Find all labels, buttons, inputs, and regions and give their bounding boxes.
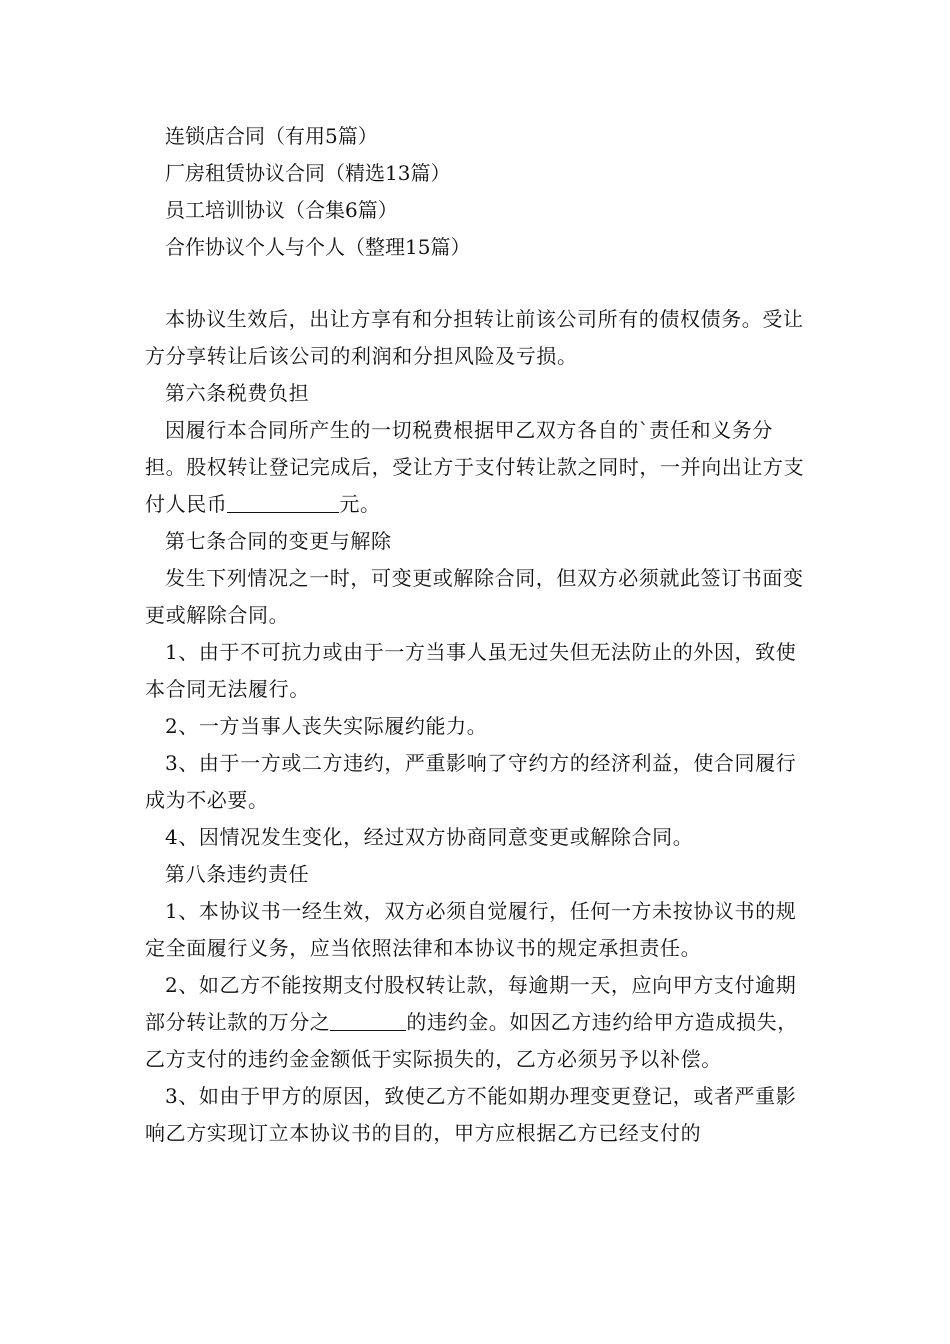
list-item: 2、一方当事人丧失实际履约能力。 xyxy=(165,714,488,738)
paragraph-text: 因履行本合同所产生的一切税费根据甲乙双方各自的`责任和义务分担。股权转让登记完成后，受让方于支付转让款之同时，一并向出让方支付人民币 xyxy=(145,418,805,516)
paragraph-text: 2、如乙方不能按期支付股权转让款，每逾期一天，应向甲方支付逾期部分转让款的万分之 xyxy=(145,973,797,1034)
list-item: 1、本协议书一经生效，双方必须自觉履行，任何一方未按协议书的规定全面履行义务，应当依照法律和本协议书的规定承担责任。 xyxy=(145,899,797,960)
article-title: 第八条违约责任 xyxy=(165,862,310,886)
related-link[interactable]: 连锁店合同（有用5篇） xyxy=(165,124,378,148)
list-item: 3、由于一方或二方违约，严重影响了守约方的经济利益，使合同履行成为不必要。 xyxy=(145,751,797,812)
related-link[interactable]: 厂房租赁协议合同（精选13篇） xyxy=(165,161,451,185)
related-link[interactable]: 员工培训协议（合集6篇） xyxy=(165,198,398,222)
article-title: 第六条税费负担 xyxy=(165,381,310,405)
article-title: 第七条合同的变更与解除 xyxy=(165,529,392,553)
paragraph: 发生下列情况之一时，可变更或解除合同，但双方必须就此签订书面变更或解除合同。 xyxy=(145,566,804,627)
paragraph: 本协议生效后，出让方享有和分担转让前该公司所有的债权债务。受让方分享转让后该公司的利润和分担风险及亏损。 xyxy=(145,307,804,368)
related-link[interactable]: 合作协议个人与个人（整理15篇） xyxy=(165,235,471,259)
paragraph-text: 元。 xyxy=(339,492,381,516)
paragraph xyxy=(145,412,810,523)
document-body xyxy=(145,301,810,1152)
paragraph-text: 的违约金。如因乙方违约给甲方造成损失，乙方支付的违约金金额低于实际损失的，乙方必须另予以补偿。 xyxy=(145,1010,798,1071)
related-links-list xyxy=(165,118,865,266)
fill-in-blank xyxy=(330,1008,406,1031)
list-item: 4、因情况发生变化，经过双方协商同意变更或解除合同。 xyxy=(165,825,694,849)
list-item: 1、由于不可抗力或由于一方当事人虽无过失但无法防止的外因，致使本合同无法履行。 xyxy=(145,640,797,701)
list-item: 3、如由于甲方的原因，致使乙方不能如期办理变更登记，或者严重影响乙方实现订立本协议书的目的，甲方应根据乙方已经支付的 xyxy=(145,1084,797,1145)
fill-in-blank xyxy=(227,490,339,513)
list-item xyxy=(145,967,810,1078)
